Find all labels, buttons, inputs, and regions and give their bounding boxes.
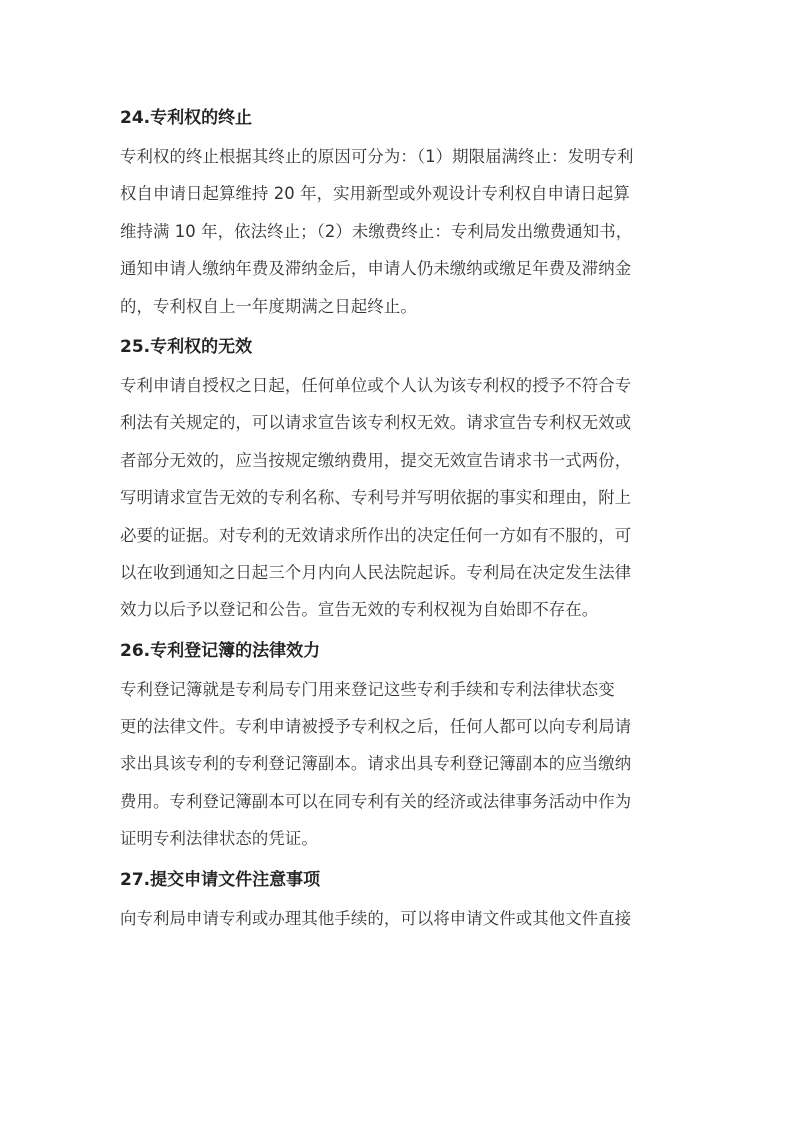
section-paragraph bbox=[120, 367, 676, 629]
section-title: 25.专利权的无效 bbox=[120, 336, 253, 357]
paragraph-line: 证明专利法律状态的凭证。 bbox=[120, 829, 318, 849]
paragraph-line: 效力以后予以登记和公告。宣告无效的专利权视为自始即不存在。 bbox=[120, 600, 599, 620]
paragraph-line: 专利申请自授权之日起，任何单位或个人认为该专利权的授予不符合专 bbox=[120, 375, 632, 395]
paragraph-line: 向专利局申请专利或办理其他手续的，可以将申请文件或其他文件直接 bbox=[120, 908, 632, 928]
section-24 bbox=[120, 102, 676, 325]
paragraph-line: 费用。专利登记簿副本可以在同专利有关的经济或法律事务活动中作为 bbox=[120, 791, 632, 811]
section-25 bbox=[120, 331, 676, 629]
section-26 bbox=[120, 635, 676, 858]
section-paragraph bbox=[120, 671, 676, 858]
section-title: 27.提交申请文件注意事项 bbox=[120, 869, 321, 890]
paragraph-line: 利法有关规定的，可以请求宣告该专利权无效。请求宣告专利权无效或 bbox=[120, 413, 632, 433]
section-27 bbox=[120, 864, 676, 937]
paragraph-line: 通知申请人缴纳年费及滞纳金后，申请人仍未缴纳或缴足年费及滞纳金 bbox=[120, 259, 632, 279]
paragraph-line: 维持满 10 年，依法终止；（2）未缴费终止：专利局发出缴费通知书， bbox=[120, 221, 633, 241]
paragraph-line: 以在收到通知之日起三个月内向人民法院起诉。专利局在决定发生法律 bbox=[120, 562, 632, 582]
paragraph-line: 写明请求宣告无效的专利名称、专利号并写明依据的事实和理由，附上 bbox=[120, 488, 632, 508]
paragraph-line: 权自申请日起算维持 20 年，实用新型或外观设计专利权自申请日起算 bbox=[120, 184, 630, 204]
section-title: 24.专利权的终止 bbox=[120, 108, 253, 128]
paragraph-line: 专利登记簿就是专利局专门用来登记这些专利手续和专利法律状态变 bbox=[120, 679, 615, 699]
section-title: 26.专利登记簿的法律效力 bbox=[120, 640, 321, 661]
paragraph-line: 专利权的终止根据其终止的原因可分为：（1）期限届满终止：发明专利 bbox=[120, 147, 634, 166]
section-paragraph bbox=[120, 138, 676, 325]
paragraph-line: 更的法律文件。专利申请被授予专利权之后，任何人都可以向专利局请 bbox=[120, 717, 632, 737]
paragraph-line: 求出具该专利的专利登记簿副本。请求出具专利登记簿副本的应当缴纳 bbox=[120, 754, 632, 774]
paragraph-line: 必要的证据。对专利的无效请求所作出的决定任何一方如有不服的，可 bbox=[120, 525, 632, 545]
paragraph-line: 的，专利权自上一年度期满之日起终止。 bbox=[120, 296, 417, 316]
document-content bbox=[120, 102, 676, 943]
paragraph-line: 者部分无效的，应当按规定缴纳费用，提交无效宣告请求书一式两份， bbox=[120, 450, 632, 470]
section-paragraph bbox=[120, 900, 676, 937]
